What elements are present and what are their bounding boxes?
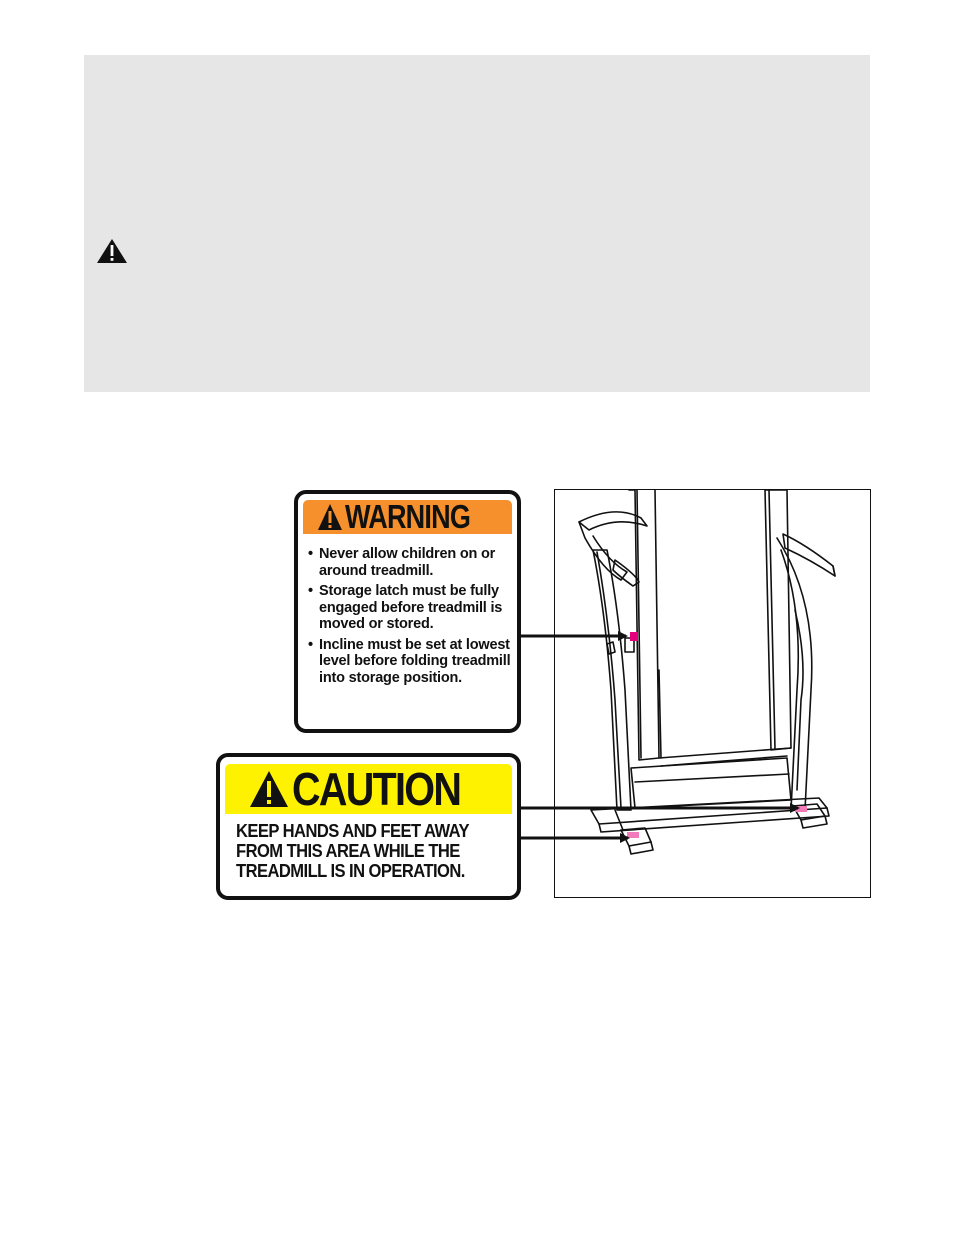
warning-item: • Storage latch must be fully engaged before treadmill is moved or stored. [308, 583, 503, 632]
treadmill-diagram [554, 489, 871, 898]
right-foot-decal-marker [795, 806, 807, 812]
caution-triangle-icon [249, 769, 289, 809]
warning-list [308, 546, 512, 690]
warning-header [303, 500, 512, 534]
caution-text: KEEP HANDS AND FEET AWAY FROM THIS AREA WHILE THE TREADMILL IS IN OPERATION. [236, 821, 470, 881]
warning-triangle-icon [96, 238, 128, 264]
warning-item: • Never allow children on or around treadmill. [308, 546, 496, 579]
left-foot-decal-marker [627, 832, 639, 838]
warning-item: • Incline must be set at lowest level before folding treadmill into storage position. [308, 636, 511, 686]
caution-header [225, 764, 512, 814]
caution-decal [216, 753, 521, 900]
folded-treadmill-illustration [555, 490, 872, 899]
latch-decal-marker [630, 632, 638, 641]
instruction-box [84, 55, 870, 392]
warning-decal [294, 490, 521, 733]
caution-title: CAUTION [292, 763, 461, 815]
warning-triangle-icon [317, 503, 343, 531]
warning-title: WARNING [345, 498, 471, 535]
